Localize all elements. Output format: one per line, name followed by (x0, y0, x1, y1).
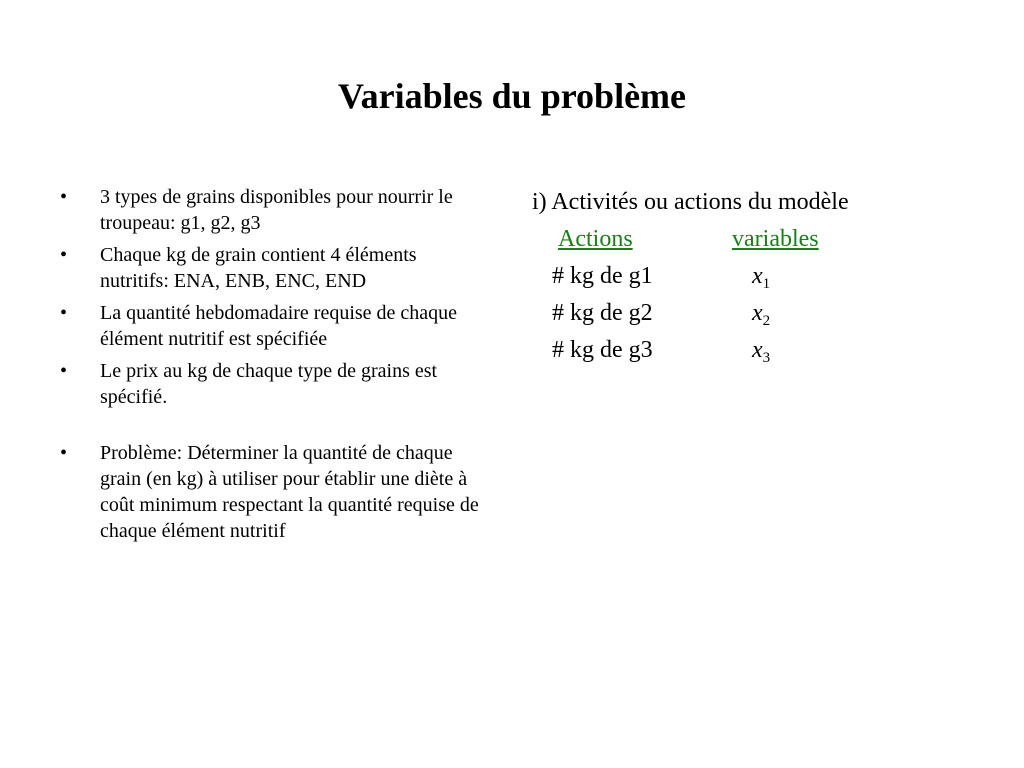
variable-subscript: 1 (762, 276, 771, 292)
variable-subscript: 3 (762, 350, 771, 366)
bullet-icon: • (60, 360, 68, 382)
bullet-text: Problème: Déterminer la quantité de chaque grain (en kg) à utiliser pour établir une diète à coût minimum respectant la quantité requise de chaque élément nutritif (100, 442, 479, 542)
bullet-icon: • (60, 442, 68, 464)
section-heading: i) Activités ou actions du modèle (532, 189, 849, 215)
variable-subscript: 2 (762, 313, 771, 329)
table-row (532, 332, 992, 369)
bullet-item (60, 300, 490, 352)
bullet-icon: • (60, 186, 68, 208)
variable-letter: x (752, 263, 763, 289)
bullet-item (60, 184, 490, 236)
variable-letter: x (752, 300, 763, 326)
variable-letter: x (752, 337, 763, 363)
bullet-icon: • (60, 244, 68, 266)
slide-title: Variables du problème (337, 76, 687, 116)
bullet-item (60, 440, 490, 544)
action-label: # kg de g3 (552, 337, 653, 363)
bullet-text: Chaque kg de grain contient 4 éléments nutritifs: ENA, ENB, ENC, END (100, 244, 417, 292)
action-label: # kg de g1 (552, 263, 653, 289)
bullet-text: Le prix au kg de chaque type de grains est spécifié. (100, 360, 438, 408)
bullet-item (60, 242, 490, 294)
actions-column-header[interactable]: Actions (558, 226, 633, 252)
column-header-row (532, 221, 992, 258)
variables-column-header[interactable]: variables (732, 226, 819, 252)
table-row (532, 258, 992, 295)
action-label: # kg de g2 (552, 300, 653, 326)
table-row (532, 295, 992, 332)
bullet-list (60, 184, 490, 550)
bullet-text: La quantité hebdomadaire requise de chaque élément nutritif est spécifiée (100, 302, 458, 350)
variables-panel (532, 184, 992, 369)
bullet-icon: • (60, 302, 68, 324)
variable-symbol (752, 332, 770, 377)
bullet-item (60, 358, 490, 410)
bullet-text: 3 types de grains disponibles pour nourrir le troupeau: g1, g2, g3 (100, 186, 453, 234)
